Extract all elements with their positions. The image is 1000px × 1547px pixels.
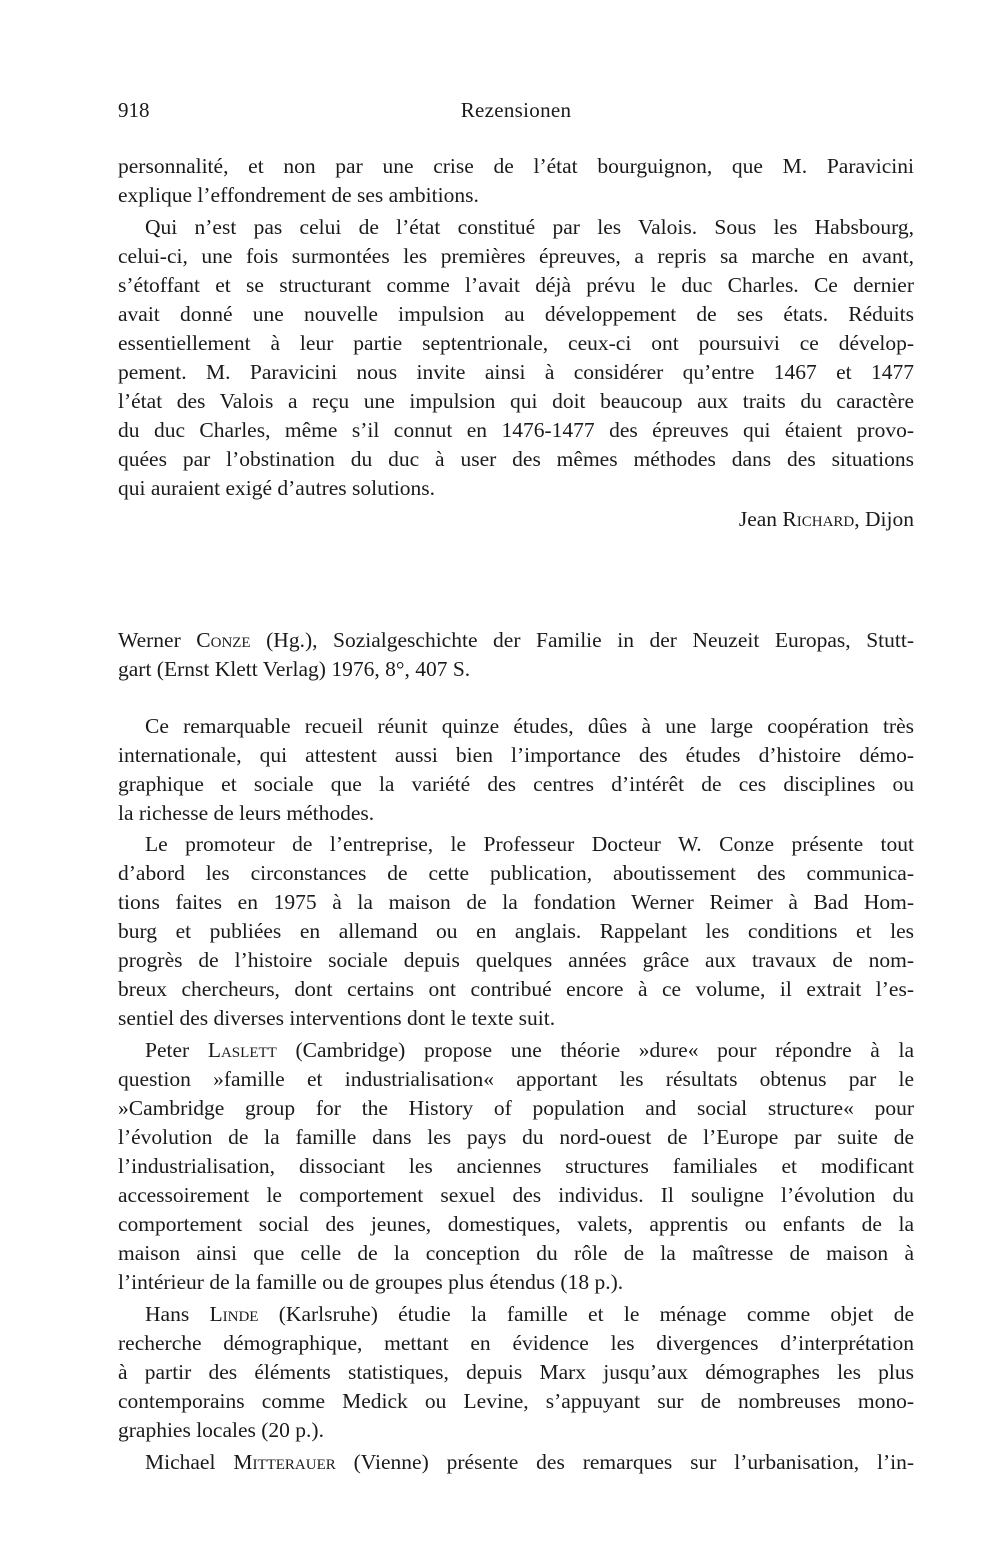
paragraph-line: l’état des Valois a reçu une impulsion qui doit beaucoup aux traits du caractère <box>118 389 914 413</box>
paragraph-line: avait donné une nouvelle impulsion au développement de ses états. Réduits <box>118 302 914 326</box>
paragraph-line: explique l’effondrement de ses ambitions. <box>118 183 479 207</box>
paragraph-line: celui-ci, une fois surmontées les premières épreuves, a repris sa marche en avant, <box>118 244 914 268</box>
paragraph-line: Qui n’est pas celui de l’état constitué par les Valois. Sous les Habsbourg, <box>145 215 914 239</box>
author-surname: Mitterauer <box>233 1450 336 1474</box>
paragraph-line: l’industrialisation, dissociant les anciennes structures familiales et modificant <box>118 1154 914 1178</box>
paragraph-line: comportement social des jeunes, domestiques, valets, apprentis ou enfants de la <box>118 1212 914 1236</box>
paragraph-line: progrès de l’histoire sociale depuis quelques années grâce aux travaux de nom- <box>118 948 914 972</box>
paragraph-line: quées par l’obstination du duc à user des mêmes méthodes dans des situations <box>118 447 914 471</box>
paragraph-line: »Cambridge group for the History of population and social structure« pour <box>118 1096 914 1120</box>
paragraph-line: Michael Mitterauer (Vienne) présente des remarques sur l’urbanisation, l’in- <box>145 1450 914 1474</box>
paragraph-line: Ce remarquable recueil réunit quinze études, dûes à une large coopération très <box>145 714 914 738</box>
paragraph-line: à partir des éléments statistiques, depuis Marx jusqu’aux démographes les plus <box>118 1360 914 1384</box>
paragraph-line: Peter Laslett (Cambridge) propose une théorie »dure« pour répondre à la <box>145 1038 914 1062</box>
paragraph-line: burg et publiées en allemand ou en anglais. Rappelant les conditions et les <box>118 919 914 943</box>
paragraph-line: essentiellement à leur partie septentrionale, ceux-ci ont poursuivi ce dévelop- <box>118 331 914 355</box>
paragraph-line: sentiel des diverses interventions dont le texte suit. <box>118 1006 556 1030</box>
author-surname: Conze <box>196 628 251 652</box>
paragraph-line: maison ainsi que celle de la conception du rôle de la maîtresse de maison à <box>118 1241 914 1265</box>
paragraph-line: contemporains comme Medick ou Levine, s’appuyant sur de nombreuses mono- <box>118 1389 914 1413</box>
paragraph-line: l’intérieur de la famille ou de groupes plus étendus (18 p.). <box>118 1270 624 1294</box>
paragraph-line: graphies locales (20 p.). <box>118 1418 324 1442</box>
page-header <box>118 98 914 128</box>
paragraph-line: l’évolution de la famille dans les pays du nord-ouest de l’Europe par suite de <box>118 1125 914 1149</box>
paragraph-line: pement. M. Paravicini nous invite ainsi à considérer qu’entre 1467 et 1477 <box>118 360 914 384</box>
paragraph-line: tions faites en 1975 à la maison de la fondation Werner Reimer à Bad Hom- <box>118 890 914 914</box>
paragraph-line: personnalité, et non par une crise de l’état bourguignon, que M. Paravicini <box>118 154 914 178</box>
paragraph-line: accessoirement le comportement sexuel des individus. Il souligne l’évolution du <box>118 1183 914 1207</box>
paragraph-line: s’étoffant et se structurant comme l’avait déjà prévu le duc Charles. Ce dernier <box>118 273 914 297</box>
paragraph-line: la richesse de leurs méthodes. <box>118 801 375 825</box>
paragraph-line: Le promoteur de l’entreprise, le Professeur Docteur W. Conze présente tout <box>145 832 914 856</box>
running-title: Rezensionen <box>460 98 572 122</box>
paragraph-line: Hans Linde (Karlsruhe) étudie la famille et le ménage comme objet de <box>145 1302 914 1326</box>
paragraph-line: d’abord les circonstances de cette publication, aboutissement des communica- <box>118 861 914 885</box>
author-surname: Laslett <box>207 1038 277 1062</box>
paragraph-line: recherche démographique, mettant en évidence les divergences d’interprétation <box>118 1331 914 1355</box>
author-surname: Linde <box>209 1302 259 1326</box>
page-number: 918 <box>118 98 150 122</box>
reviewer-surname: Richard <box>782 507 855 531</box>
paragraph-line: question »famille et industrialisation« apportant les résultats obtenus par le <box>118 1067 914 1091</box>
paragraph-line: internationale, qui attestent aussi bien l’importance des études d’histoire démo- <box>118 743 914 767</box>
paragraph-line: qui auraient exigé d’autres solutions. <box>118 476 436 500</box>
paragraph-line: breux chercheurs, dont certains ont contribué encore à ce volume, il extrait l’es- <box>118 977 914 1001</box>
paragraph-line: du duc Charles, même s’il connut en 1476-1477 des épreuves qui étaient provo- <box>118 418 914 442</box>
paragraph-line: graphique et sociale que la variété des centres d’intérêt de ces disciplines ou <box>118 772 914 796</box>
bibliographic-reference: gart (Ernst Klett Verlag) 1976, 8°, 407 S. <box>118 657 471 681</box>
reviewer-signature: Jean Richard, Dijon <box>738 507 914 531</box>
bibliographic-reference: Werner Conze (Hg.), Sozialgeschichte der Familie in der Neuzeit Europas, Stutt- <box>118 628 914 652</box>
